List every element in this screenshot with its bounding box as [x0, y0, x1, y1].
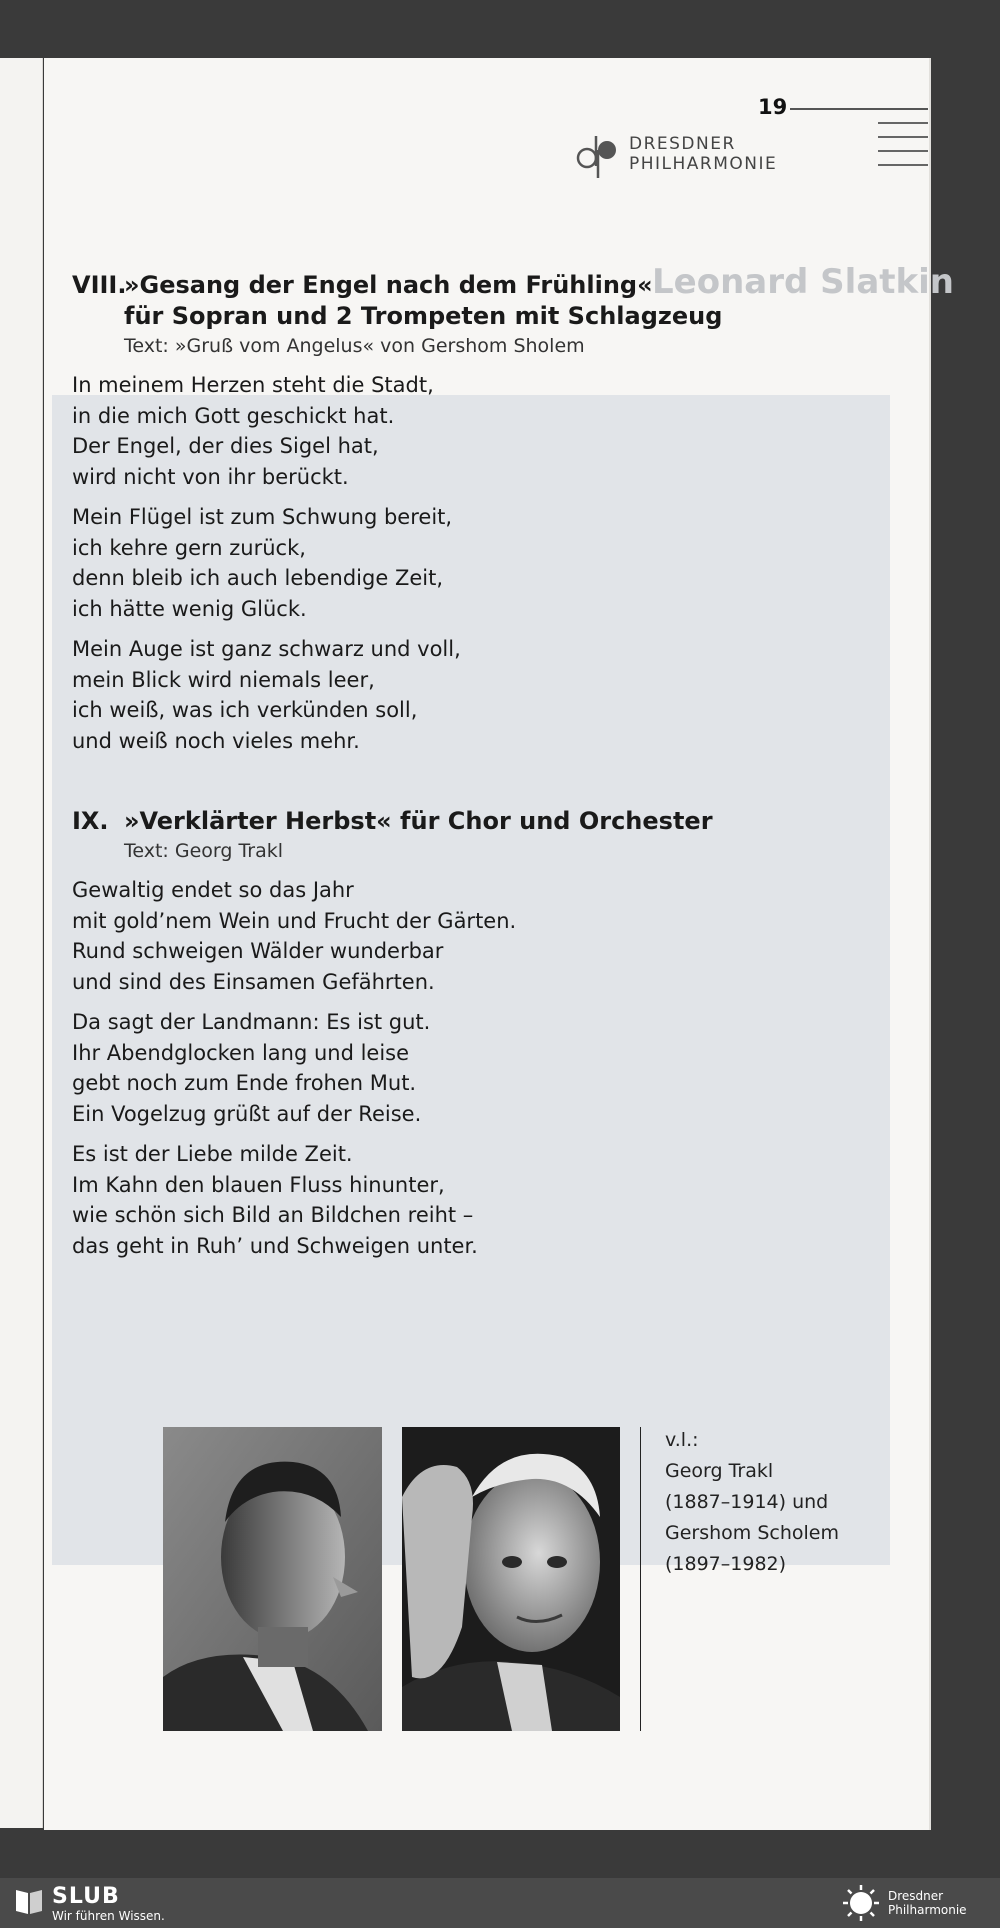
text-credit: Text: »Gruß vom Angelus« von Gershom Sholem [124, 335, 585, 357]
stanza [72, 502, 852, 624]
section-heading [72, 270, 852, 301]
section-heading [72, 806, 852, 837]
text-credit: Text: Georg Trakl [124, 840, 284, 862]
margin-tick-lines [878, 122, 928, 178]
poem-line: In meinem Herzen steht die Stadt, [72, 373, 434, 397]
poem-line: ich weiß, was ich verkünden soll, [72, 698, 418, 722]
poem-line: denn bleib ich auch lebendige Zeit, [72, 566, 443, 590]
poem-line: ich hätte wenig Glück. [72, 596, 307, 621]
poem-line: Es ist der Liebe milde Zeit. [72, 1142, 353, 1166]
poem-line: wie schön sich Bild an Bildchen reiht – [72, 1203, 474, 1227]
footer-logo-line-1: Dresdner [888, 1889, 944, 1903]
dresdner-philharmonie-logo [571, 128, 777, 180]
slub-name: SLUB [52, 1884, 120, 1909]
section-title-line-1: »Gesang der Engel nach dem Frühling« [124, 271, 653, 299]
philharmonie-sun-icon [842, 1884, 880, 1922]
poem-line: in die mich Gott geschickt hat. [72, 403, 395, 428]
portrait-georg-trakl [163, 1427, 382, 1731]
caption-line: (1897–1982) [665, 1553, 787, 1575]
slub-book-icon [14, 1886, 44, 1916]
poem-line: Mein Flügel ist zum Schwung bereit, [72, 505, 453, 529]
poem-line: mein Blick wird niemals leer, [72, 667, 375, 692]
stanza [72, 1007, 852, 1129]
ghost-heading: Leonard Slatkin [652, 262, 954, 302]
section-title-line-1: »Verklärter Herbst« für Chor und Orchester [124, 807, 713, 835]
slub-tagline: Wir führen Wissen. [52, 1909, 165, 1923]
logo-line-2: PHILHARMONIE [629, 154, 778, 174]
stanza [72, 370, 852, 492]
stanza [72, 1139, 852, 1261]
poem-line: mit gold’nem Wein und Frucht der Gärten. [72, 908, 517, 933]
poem-line: und weiß noch vieles mehr. [72, 728, 360, 753]
caption-line: Georg Trakl [665, 1460, 774, 1482]
poem-line: und sind des Einsamen Gefährten. [72, 969, 435, 994]
poem-line: das geht in Ruh’ und Schweigen unter. [72, 1233, 478, 1258]
caption-line: v.l.: [665, 1429, 699, 1451]
poem-line: Gewaltig endet so das Jahr [72, 878, 354, 902]
viewer-footer [0, 1878, 1000, 1928]
stanza [72, 634, 852, 756]
section-viii [72, 270, 852, 756]
previous-page-edge [0, 58, 43, 1828]
poem-line: ich kehre gern zurück, [72, 535, 306, 560]
caption-line: Gershom Scholem [665, 1522, 839, 1544]
section-number: VIII. [72, 271, 127, 299]
page-number-rule [790, 108, 928, 110]
poem-line: gebt noch zum Ende frohen Mut. [72, 1071, 417, 1095]
stanza [72, 875, 852, 997]
section-number: IX. [72, 807, 109, 835]
poem-line: Rund schweigen Wälder wunderbar [72, 939, 444, 963]
poem [72, 875, 852, 1261]
poem-line: Ein Vogelzug grüßt auf der Reise. [72, 1101, 422, 1126]
poem-line: Da sagt der Landmann: Es ist gut. [72, 1010, 431, 1034]
poem-line: Der Engel, der dies Sigel hat, [72, 434, 379, 458]
poem-line: Mein Auge ist ganz schwarz und voll, [72, 637, 461, 661]
caption-line: (1887–1914) und [665, 1491, 829, 1513]
poem-line: wird nicht von ihr berückt. [72, 464, 349, 489]
section-title-line-2: für Sopran und 2 Trompeten mit Schlagzeug [124, 302, 723, 330]
slub-logo[interactable] [14, 1886, 165, 1924]
caption-rule [640, 1427, 641, 1731]
poem [72, 370, 852, 756]
section-ix [72, 806, 852, 1261]
poem-line: Im Kahn den blauen Fluss hinunter, [72, 1172, 445, 1197]
philharmonie-logo-icon [571, 128, 623, 180]
poem-line: Ihr Abendglocken lang und leise [72, 1040, 410, 1065]
page-number: 19 [758, 95, 788, 119]
dresdner-philharmonie-footer-logo[interactable] [842, 1884, 967, 1922]
photo-caption [665, 1425, 839, 1580]
footer-logo-line-2: Philharmonie [888, 1903, 967, 1917]
program-text [72, 270, 852, 1271]
logo-line-1: DRESDNER [629, 134, 736, 154]
portrait-gershom-scholem [402, 1427, 620, 1731]
